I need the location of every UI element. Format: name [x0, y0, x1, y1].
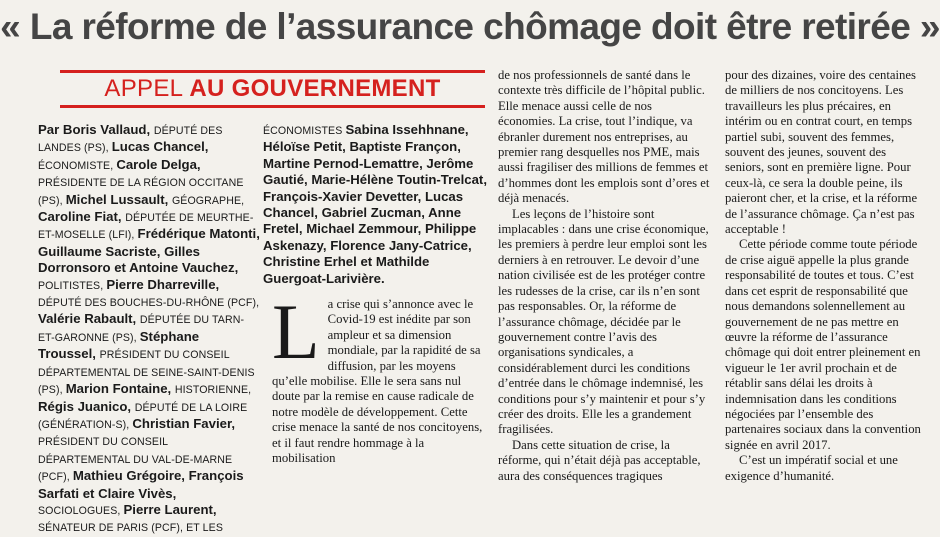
article-column-2 — [498, 68, 710, 484]
signer-name: Caroline Fiat, — [38, 209, 126, 225]
signer-name: Marion Fontaine, — [65, 381, 175, 397]
signer-role: DÉPUTÉE DE MEURTHE-ET-MOSELLE (LFI), — [38, 212, 254, 242]
article-column-1 — [272, 288, 490, 466]
signer-name: Régis Juanico, — [38, 398, 135, 414]
signer-name: Sabina Issehhnane, Héloïse Petit, Baptiste Françon, Martine Pernod-Lemattre, Jerôme Gautié, Marie-Hélène Toutin-Trelcat, François-Xavier Devetter, Lucas Chancel, Gabriel Zucman, Anne Fretel, Michael Zemmour, Philippe Askenazy, Florence Jany-Catrice, Christine Erhel et Mathilde Guergoat-Larivière. — [263, 122, 487, 286]
signer-role: PRÉSIDENT DU CONSEIL DÉPARTEMENTAL DE SEINE-SAINT-DENIS (PS), — [38, 349, 255, 397]
signer-name: Pierre Laurent, — [123, 501, 217, 517]
signer-role: PRÉSIDENT DU CONSEIL DÉPARTEMENTAL DU VAL-DE-MARNE (PCF), — [38, 436, 233, 484]
signer-role: HISTORIENNE, — [174, 384, 252, 397]
signer-name: Lucas Chancel, — [111, 139, 209, 155]
signer-name: Carole Delga, — [116, 156, 201, 172]
signer-name: Par Boris Vallaud, — [38, 122, 154, 137]
signer-name: Frédérique Matonti, Guillaume Sacriste, Gilles Dorronsoro et Antoine Vauchez, — [38, 226, 260, 276]
paragraph-conclusion: C’est un impératif social et une exigence d’humanité. — [725, 453, 898, 483]
signer-name: Mathieu Grégoire, François Sarfati et Claire Vivès, — [38, 468, 244, 501]
signer-role: DÉPUTÉE DU TARN-ET-GARONNE (PS), — [38, 314, 245, 344]
signer-name: Stéphane Troussel, — [38, 328, 200, 362]
signer-name: Christian Favier, — [132, 415, 236, 431]
signer-role: ÉCONOMISTE, — [38, 159, 117, 172]
signer-role: DÉPUTÉ DES BOUCHES-DU-RHÔNE (PCF), — [38, 297, 260, 310]
paragraph-crisis: Dans cette situation de crise, la réforme, qui n’était déjà pas acceptable, aura des conséquences tragiques — [498, 437, 701, 483]
paragraph-precarious: pour des dizaines, voire des centaines de milliers de nos concitoyens. Les travailleurs les plus précaires, en intérim ou en contrat court, en temps partiel subi, souvent des femmes, souvent des jeunes, souvent des seniors, sont en première ligne. Pour ceux-là, ce sera la double peine, ils paieront cher, et la crise, et la réforme de l’assurance chômage. Ça n’est pas acceptable ! — [725, 68, 918, 237]
headline: « La réforme de l’assurance chômage doit être retirée » — [0, 6, 940, 47]
paragraph-intro: a crise qui s’annonce avec le Covid-19 est inédite par son ampleur et sa dimension mondiale, par la rapidité de sa diffusion, par les moyens qu’elle mobilise. Elle le sera sans nul doute par la remise en cause radicale de notre modèle de développement. Cette crise menace la santé de nos concitoyens, et il faut rendre hommage à la mobilisation — [272, 297, 483, 466]
signer-name: Valérie Rabault, — [38, 311, 140, 327]
signers-column-1 — [38, 122, 260, 537]
signer-role: PRÉSIDENTE DE LA RÉGION OCCITANE (PS), — [38, 177, 244, 207]
signer-role: ÉCONOMISTES — [263, 125, 346, 137]
paragraph-lessons: Les leçons de l’histoire sont implacables : dans une crise économique, les premiers à perdre leur emploi sont les derniers à en retrouver. Le devoir d’une nation civilisée est de les protéger contre les rudesses de la crise, car ils n’en sont pas responsables. Or, la réforme de l’assurance chômage, décidée par le gouvernement contre l’avis des organisations syndicales, a considérablement durci les conditions d’entrée dans le chômage indemnisé, les conditions pour s’y maintenir et pour s’y créer des droits. Elle les a grandement fragilisées. — [498, 206, 709, 437]
signer-role: SÉNATEUR DE PARIS (PCF), ET LES — [38, 522, 223, 535]
signer-role: DÉPUTÉ DE LA LOIRE (GÉNÉRATION-S), — [38, 401, 248, 431]
signers-column-2 — [263, 122, 491, 287]
paragraph-health: de nos professionnels de santé dans le contexte très difficile de l’hôpital public. Elle menace aussi celle de nos économies. La crise, tout l’indique, va ébranler durement nos entreprises, au premier rang desquelles nos PME, mais aussi fragiliser des millions de femmes et d’hommes dont les emplois sont d’ores et déjà menacés. — [498, 68, 710, 206]
paragraph-demand: Cette période comme toute période de crise aiguë appelle la plus grande responsabilité de toutes et tous. C’est dans cet esprit de responsabilité que nous demandons solennellement au gouvernement de ne pas mettre en œuvre la réforme de l’assurance chômage qui doit entrer pleinement en vigueur le 1er avril prochain et de rétablir sans délai les droits à indemnisation dans les conditions négociées par l’ensemble des partenaires sociaux dans la convention signée en avril 2017. — [725, 237, 921, 452]
banner-gouvernement: AU GOUVERNEMENT — [189, 75, 441, 102]
appeal-banner — [60, 70, 485, 108]
signer-name: Michel Lussault, — [65, 191, 172, 207]
signer-role: SOCIOLOGUES, — [38, 504, 124, 517]
dropcap: L — [272, 288, 320, 375]
signer-role: GÉOGRAPHE, — [171, 194, 245, 207]
signer-role: POLITISTES, — [38, 279, 107, 292]
article-column-3 — [725, 68, 927, 484]
signer-role: DÉPUTÉ DES LANDES (PS), — [38, 125, 223, 155]
banner-appel: APPEL — [104, 75, 190, 102]
signer-name: Pierre Dharreville, — [106, 276, 220, 292]
